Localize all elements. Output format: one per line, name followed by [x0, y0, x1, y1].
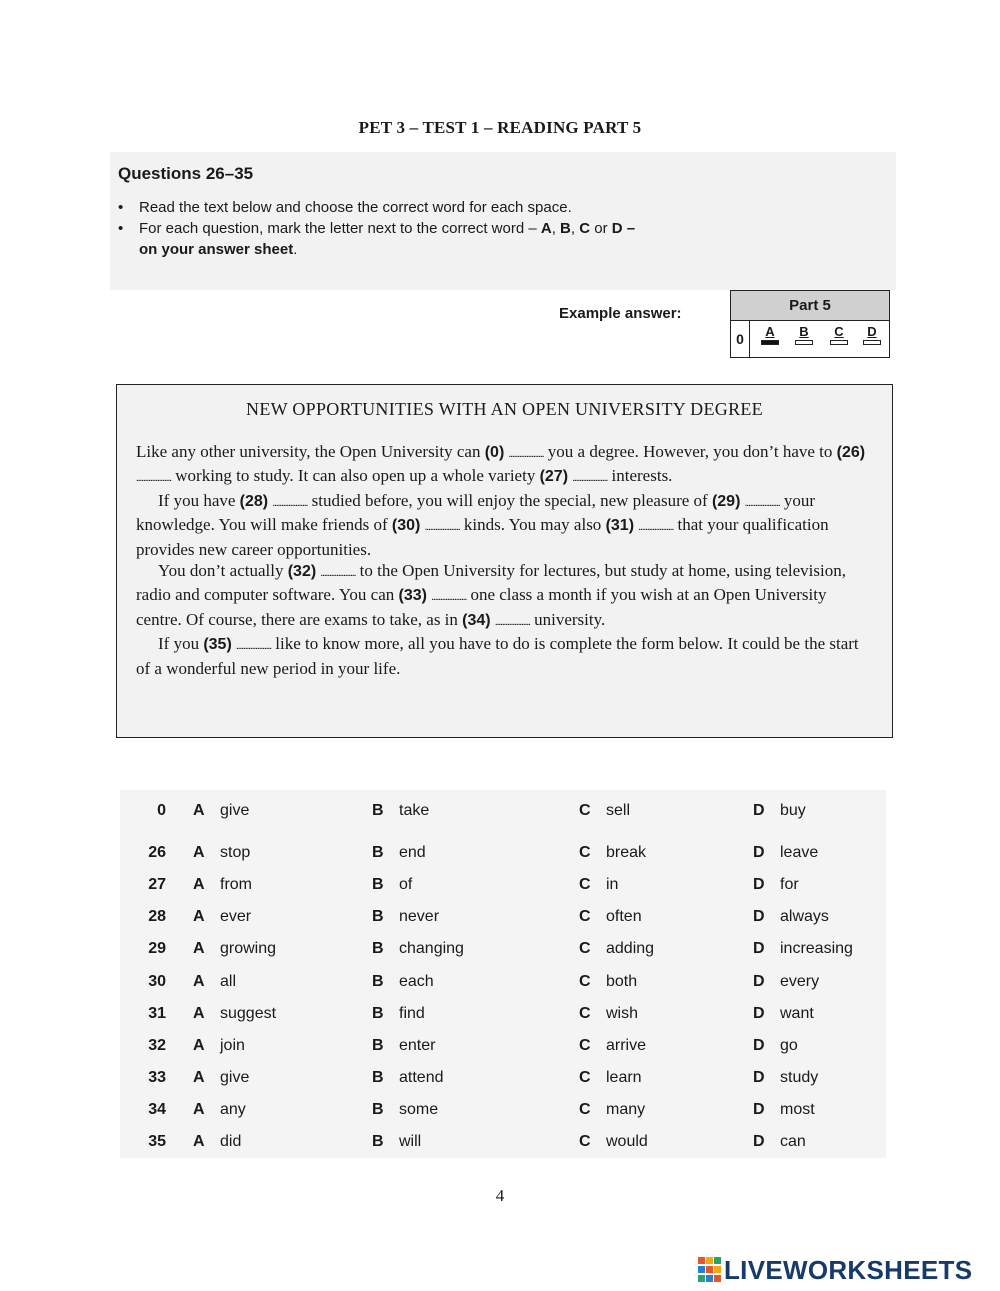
passage-body — [136, 441, 876, 679]
passage-paragraph: You don’t actually (32) .................... to the Open University for lectures, but study at home, using television, radio and computer software. You can (33) .................... one class a month if you wish at an Open University centre. Of course, there are exams to take, as in (34) .................... university. — [136, 561, 846, 629]
option-row: 31 A suggest B find C wish D want — [148, 1005, 814, 1022]
answer-option-d: D — [860, 324, 884, 345]
questions-heading: Questions 26–35 — [118, 164, 254, 183]
option-row: 28 A ever B never C often D always — [148, 908, 829, 925]
passage-title: NEW OPPORTUNITIES WITH AN OPEN UNIVERSITY DEGREE — [246, 399, 763, 419]
example-answer-label: Example answer: — [559, 305, 682, 322]
answer-option-a: A — [758, 324, 782, 345]
option-row: 26 A stop B end C break D leave — [148, 844, 819, 861]
reading-text-box — [116, 384, 893, 738]
bullet-icon: • — [118, 199, 124, 216]
passage-paragraph: If you have (28) .................... studied before, you will enjoy the special, new pleasure of (29) .................... your knowledge. You will make friends of (30) .................... kinds. You may also (31) .................... that your qualification provides new career opportunities. — [136, 490, 829, 559]
liveworksheets-logo-icon — [698, 1257, 722, 1283]
option-row: 29 A growing B changing C adding D increasing — [148, 940, 853, 957]
answer-box-part-label: Part 5 — [731, 291, 889, 321]
answer-box-number: 0 — [731, 321, 750, 357]
instruction-item-1: • Read the text below and choose the correct word for each space. — [118, 199, 572, 216]
example-answer-box — [730, 290, 890, 358]
option-row: 27 A from B of C in D for — [148, 876, 799, 893]
option-row: 33 A give B attend C learn D study — [148, 1069, 819, 1086]
answer-option-b: B — [792, 324, 816, 345]
filled-mark-icon — [761, 340, 779, 345]
page-number: 4 — [495, 1186, 505, 1205]
empty-mark-icon — [795, 340, 813, 345]
options-table — [120, 790, 886, 1158]
instruction-item-2: • For each question, mark the letter next to the correct word – A, B, C or D – on your answer sheet. — [118, 220, 636, 258]
empty-mark-icon — [830, 340, 848, 345]
answer-option-c: C — [827, 324, 851, 345]
brand-name: LIVEWORKSHEETS — [724, 1255, 973, 1285]
passage-paragraph: If you (35) .................... like to know more, all you have to do is complete the form below. It could be the start of a wonderful new period in your life. — [136, 634, 859, 678]
option-row: 34 A any B some C many D most — [148, 1101, 815, 1118]
bullet-icon: • — [118, 220, 124, 237]
instructions-list — [118, 197, 778, 260]
passage-paragraph: Like any other university, the Open University can (0) .................... you a degree. However, you don’t have to (26) .................... working to study. It can also open up a whole variety (27) .................... interests. — [136, 442, 866, 486]
option-row: 35 A did B will C would D can — [148, 1133, 806, 1150]
empty-mark-icon — [863, 340, 881, 345]
page-title: PET 3 – TEST 1 – READING PART 5 — [358, 118, 642, 137]
option-row: 30 A all B each C both D every — [148, 973, 820, 990]
option-row: 0 A give B take C sell D buy — [157, 802, 806, 819]
option-row: 32 A join B enter C arrive D go — [148, 1037, 798, 1054]
